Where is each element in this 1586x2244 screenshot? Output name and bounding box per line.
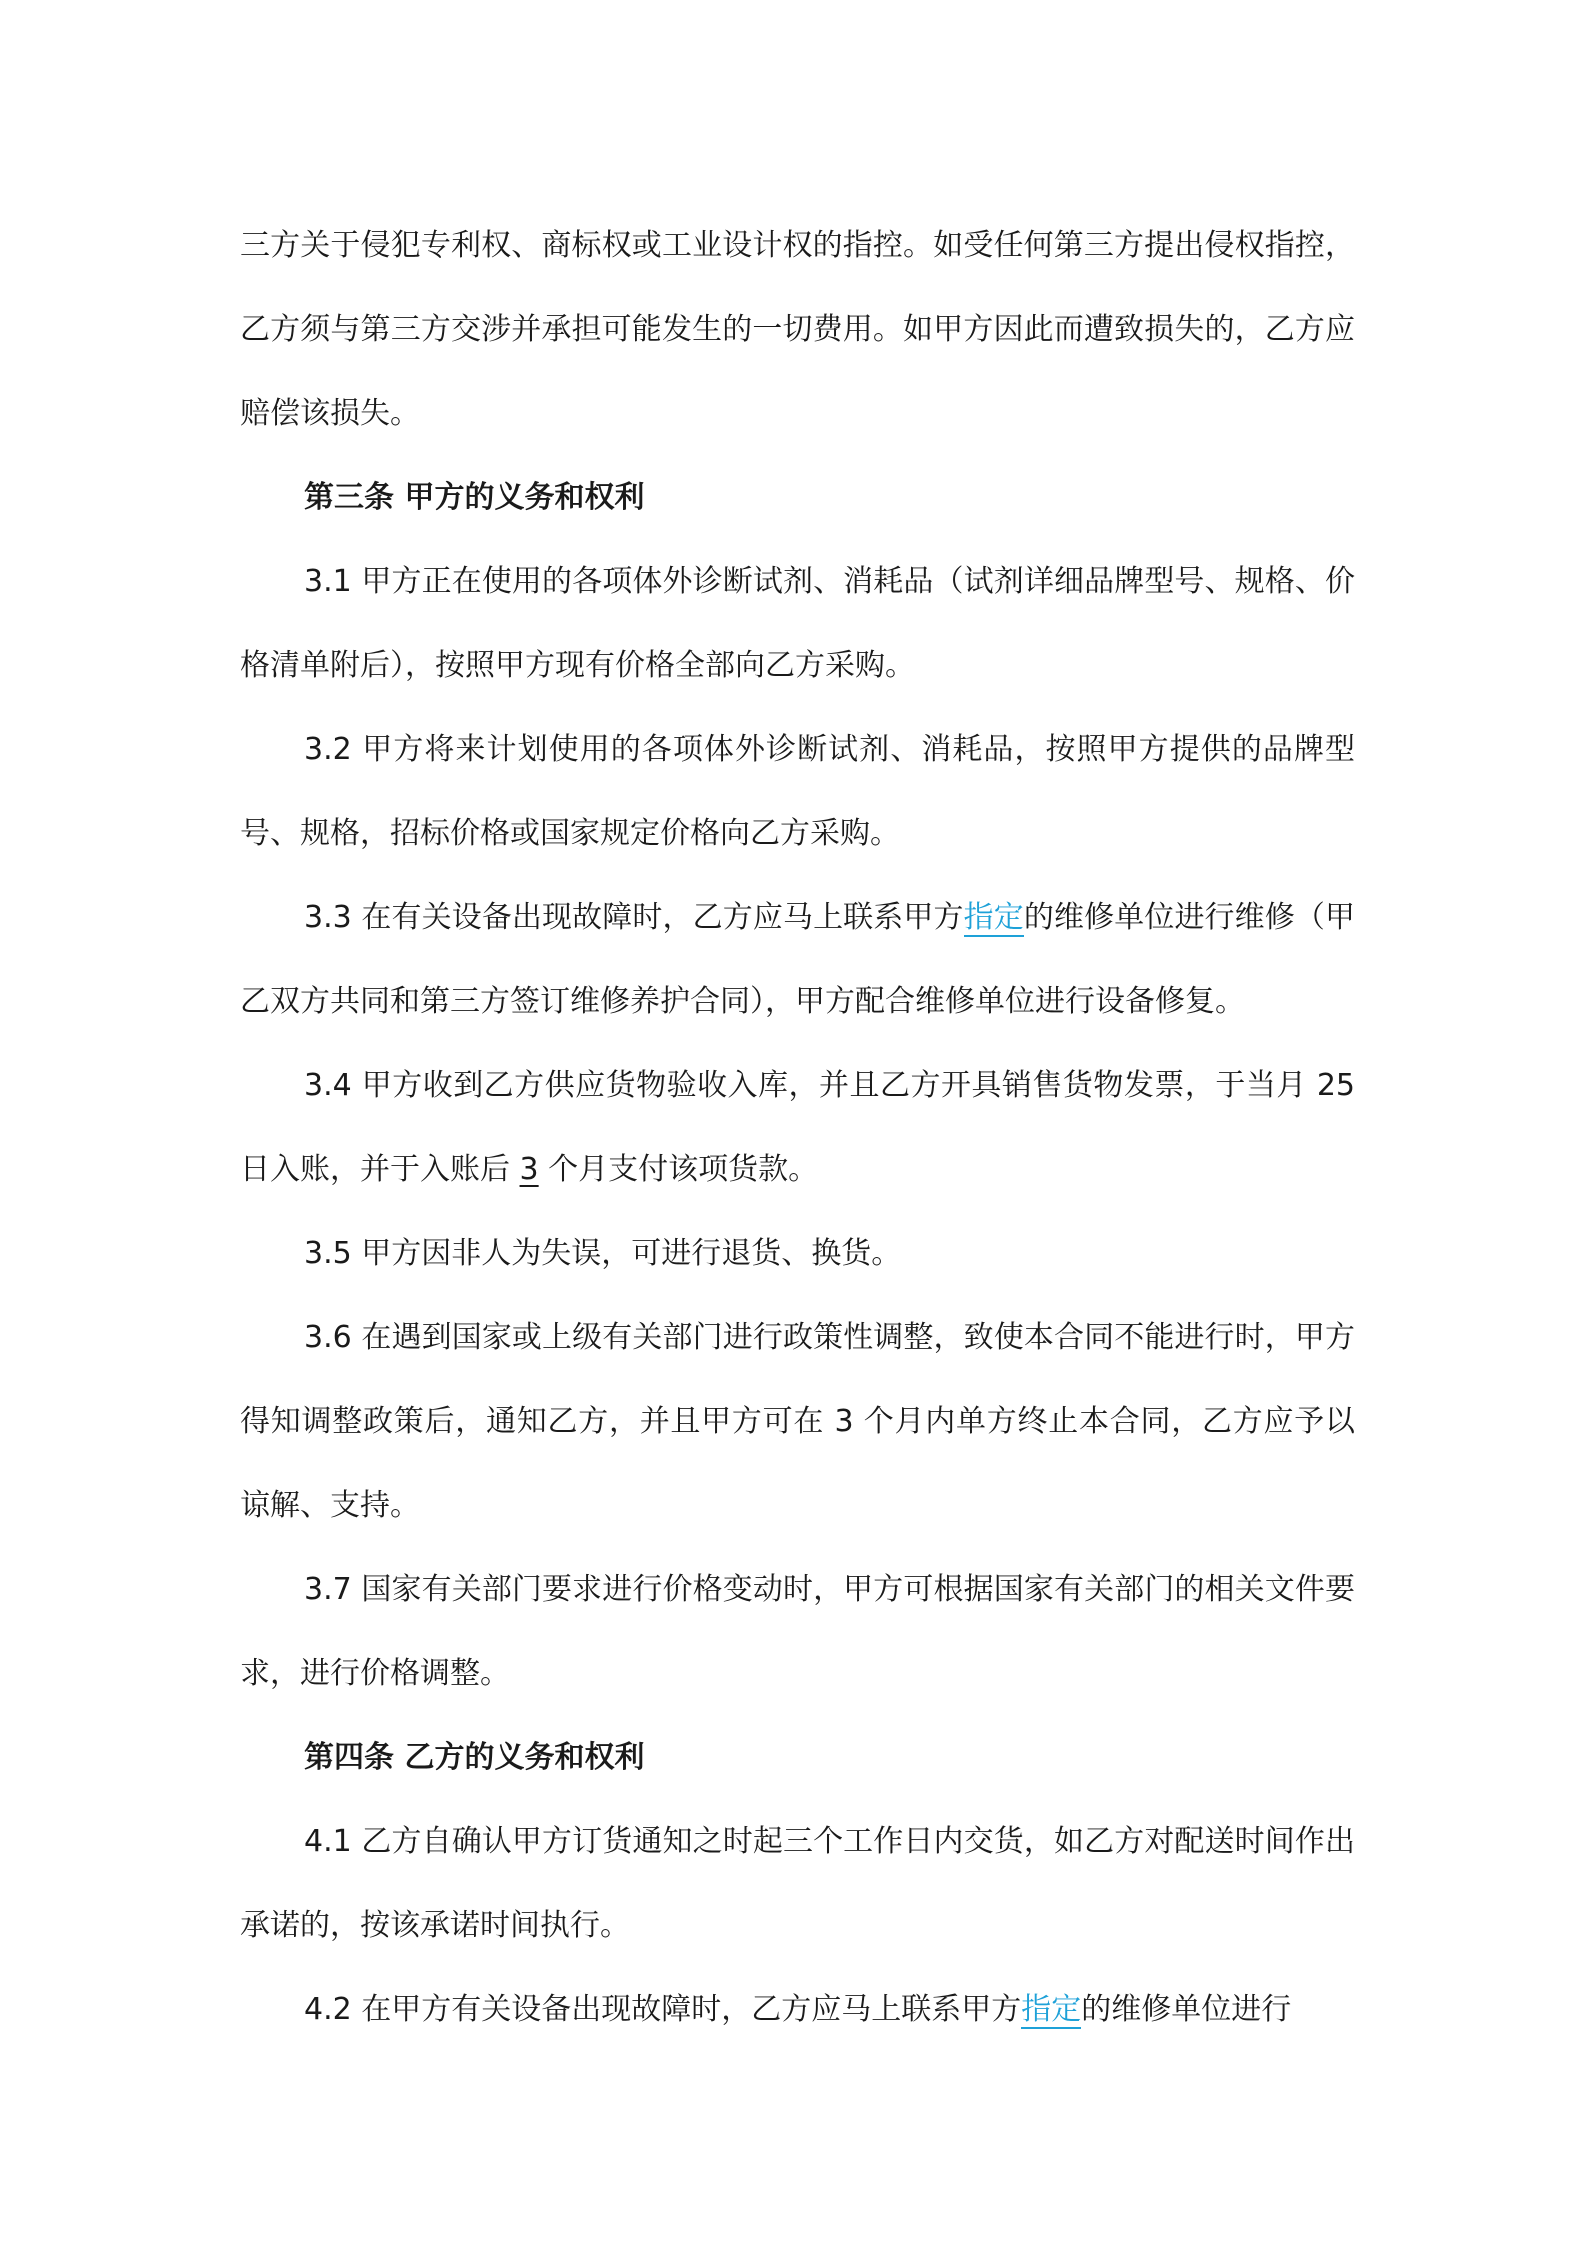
designated-link[interactable]: 指定 [963, 900, 1024, 935]
clause-4-1: 4.1 乙方自确认甲方订货通知之时起三个工作日内交货，如乙方对配送时间作出承诺的，按该承诺时间执行。 [240, 1824, 1355, 1943]
clause-3-3-text-a: 3.3 在有关设备出现故障时，乙方应马上联系甲方 [304, 900, 964, 935]
clause-3-3-text-b: 的维修单位进行维修（甲乙双方共同和第三方签订维修养护合同），甲方配合维修单位进行设备修复。 [240, 900, 1356, 1019]
clause-3-4-months-value: 3 [519, 1152, 539, 1187]
clause-4-2 [240, 1968, 1355, 2052]
paragraph-continuation: 三方关于侵犯专利权、商标权或工业设计权的指控。如受任何第三方提出侵权指控，乙方须与第三方交涉并承担可能发生的一切费用。如甲方因此而遭致损失的，乙方应赔偿该损失。 [240, 228, 1355, 431]
clause-3-4 [240, 1044, 1355, 1212]
clause-3-4-text-a: 3.4 甲方收到乙方供应货物验收入库，并且乙方开具销售货物发票，于当月 25 日入账，并于入账后 [240, 1068, 1355, 1187]
clause-3-2: 3.2 甲方将来计划使用的各项体外诊断试剂、消耗品，按照甲方提供的品牌型号、规格，招标价格或国家规定价格向乙方采购。 [240, 732, 1355, 851]
document-body [240, 204, 1355, 2052]
clause-3-7: 3.7 国家有关部门要求进行价格变动时，甲方可根据国家有关部门的相关文件要求，进行价格调整。 [240, 1572, 1355, 1691]
clause-3-3 [240, 876, 1355, 1044]
clause-3-6: 3.6 在遇到国家或上级有关部门进行政策性调整，致使本合同不能进行时，甲方得知调整政策后，通知乙方，并且甲方可在 3 个月内单方终止本合同，乙方应予以谅解、支持。 [240, 1320, 1355, 1523]
section-heading-article-3: 第三条 甲方的义务和权利 [304, 480, 645, 515]
section-heading-article-4: 第四条 乙方的义务和权利 [304, 1740, 645, 1775]
clause-4-2-text-b: 的维修单位进行 [1081, 1992, 1292, 2027]
clause-3-4-text-b: 个月支付该项货款。 [538, 1152, 819, 1187]
designated-link-2[interactable]: 指定 [1021, 1992, 1082, 2027]
clause-3-5: 3.5 甲方因非人为失误，可进行退货、换货。 [304, 1236, 902, 1271]
clause-4-2-text-a: 4.2 在甲方有关设备出现故障时，乙方应马上联系甲方 [304, 1992, 1022, 2027]
clause-3-1: 3.1 甲方正在使用的各项体外诊断试剂、消耗品（试剂详细品牌型号、规格、价格清单附后），按照甲方现有价格全部向乙方采购。 [240, 564, 1355, 683]
